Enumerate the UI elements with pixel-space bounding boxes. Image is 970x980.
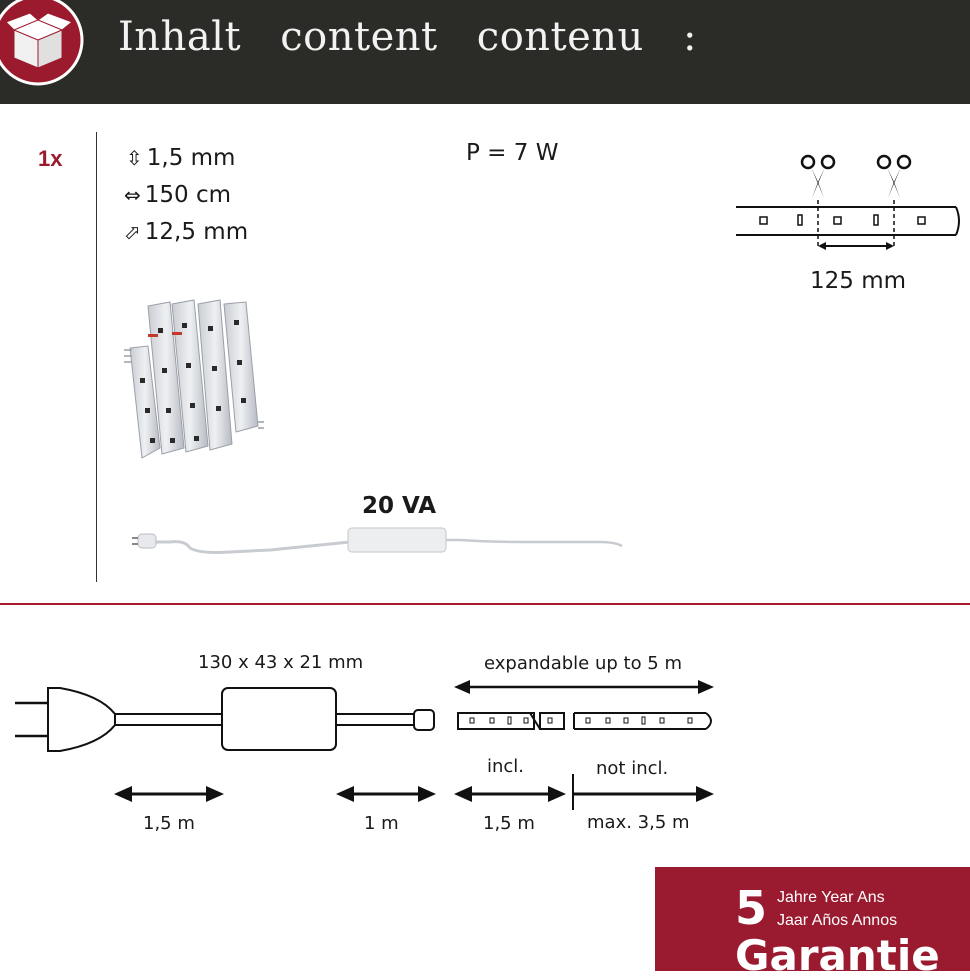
width-arrows-icon: ⇔: [124, 183, 141, 207]
warranty-badge: [655, 867, 970, 980]
dimensions-label: 130 x 43 x 21 mm: [198, 652, 364, 673]
height-arrows-icon: ⇳: [126, 146, 143, 170]
incl-label: incl.: [487, 756, 525, 777]
strip-length-max: max. 3,5 m: [587, 812, 690, 833]
transformer-cable-image: [130, 520, 630, 560]
section-divider: [0, 603, 970, 605]
spec-width-value: 12,5 mm: [144, 219, 249, 245]
system-diagram: [0, 670, 730, 810]
power-rating: P = 7 W: [466, 140, 559, 166]
power-plug-icon: [15, 688, 115, 751]
page-title: Inhalt content contenu :: [118, 14, 698, 60]
cut-distance-label: 125 mm: [810, 268, 907, 294]
expandable-label: expandable up to 5 m: [484, 653, 683, 674]
warranty-line-2: Jaar Años Annos: [777, 912, 898, 929]
transformer-rating: 20 VA: [362, 493, 437, 519]
led-strip-extension: [574, 713, 711, 729]
quantity-label: 1x: [38, 146, 63, 171]
package-box-icon: [0, 0, 90, 90]
cable-length-2: 1 m: [364, 813, 399, 834]
spec-width: [124, 219, 248, 245]
cable-length-1: 1,5 m: [143, 813, 195, 834]
warranty-label: Garantie: [735, 931, 940, 980]
led-strip-included: [458, 713, 564, 729]
spec-length: [124, 182, 231, 208]
scissors-icon: [878, 156, 910, 198]
led-strip-reel-image: [118, 298, 278, 468]
spec-length-value: 150 cm: [144, 182, 232, 208]
strip-length-incl: 1,5 m: [483, 813, 535, 834]
cut-strip-diagram: [730, 150, 970, 260]
spec-height: [126, 145, 235, 171]
spec-height-value: 1,5 mm: [146, 145, 236, 171]
warranty-line-1: Jahre Year Ans: [777, 889, 885, 906]
divider-vertical: [96, 132, 97, 582]
warranty-years: 5: [735, 881, 768, 935]
not-incl-label: not incl.: [596, 758, 669, 779]
scissors-icon: [802, 156, 834, 198]
diagonal-arrow-icon: ⬀: [124, 220, 141, 244]
